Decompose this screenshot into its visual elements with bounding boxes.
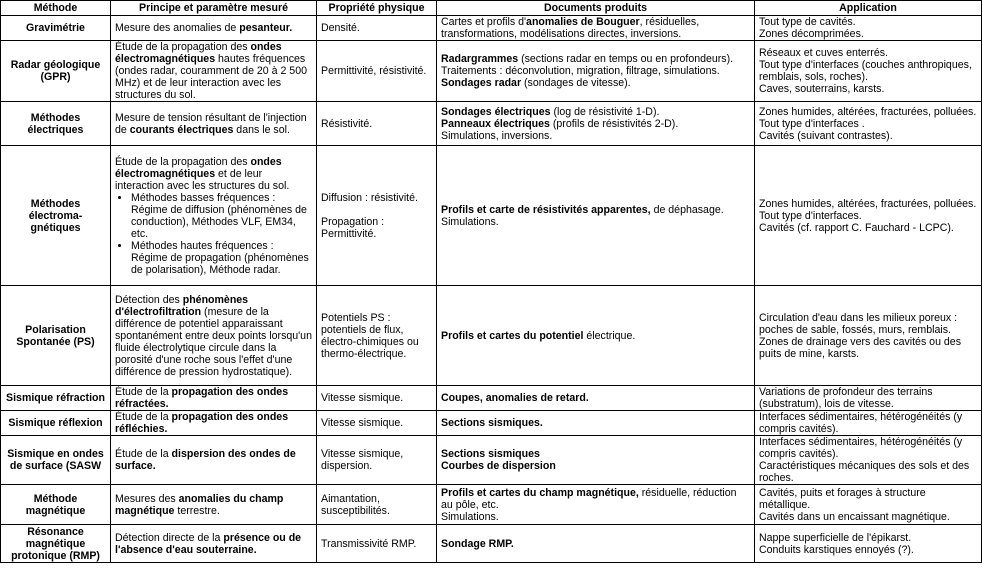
cell-application: Réseaux et cuves enterrés. Tout type d'interfaces (couches anthropiques, remblais, sols, roches). Caves, souterrains, karsts. (755, 41, 982, 102)
table-row (1, 102, 982, 146)
cell-methode: Méthodes électroma-gnétiques (1, 146, 111, 286)
cell-documents: Profils et cartes du champ magnétique, résiduelle, réduction au pôle, etc. Simulations. (437, 485, 755, 525)
cell-methode: Méthode magnétique (1, 485, 111, 525)
cell-propriete: Vitesse sismique, dispersion. (317, 436, 437, 485)
cell-principe: Mesure des anomalies de pesanteur. (111, 16, 317, 41)
cell-application: Tout type de cavités. Zones décomprimées. (755, 16, 982, 41)
principe-bullet-list (115, 192, 312, 276)
cell-application: Variations de profondeur des terrains (substratum), lois de vitesse. (755, 386, 982, 411)
cell-documents: Radargrammes (sections radar en temps ou en profondeurs). Traitements : déconvolution, migration, filtrage, simulations. Sondages radar (sondages de vitesse). (437, 41, 755, 102)
cell-propriete: Transmissivité RMP. (317, 525, 437, 563)
cell-methode: Méthodes électriques (1, 102, 111, 146)
list-item: • Méthodes basses fréquences : Régime de diffusion (phénomènes de conduction), Méthodes VLF, EM34, etc. (131, 192, 312, 240)
cell-methode: Radar géologique (GPR) (1, 41, 111, 102)
cell-propriete: Vitesse sismique. (317, 386, 437, 411)
table-row (1, 41, 982, 102)
table-row (1, 386, 982, 411)
cell-principe: Détection des phénomènes d'électrofiltration (mesure de la différence de potentiel apparaissant spontanément entre deux points lorsqu'un fluide électrolytique circule dans la porosité d'une roche sous l'effet d'une différence de pression hydrostatique). (111, 286, 317, 386)
header-documents: Documents produits (437, 1, 755, 16)
cell-application: Interfaces sédimentaires, hétérogénéités (y compris cavités). (755, 411, 982, 436)
cell-methode: Sismique réflexion (1, 411, 111, 436)
cell-principe: Étude de la propagation des ondes électromagnétiques et de leur interaction avec les structures du sol. • Méthodes basses fréquences : Régime de diffusion (phénomènes de conduction), Méthodes VLF, EM34, etc. • Méthodes hautes fréquences : Régime de propagation (phénomènes de polarisation), Méthode radar. (111, 146, 317, 286)
cell-propriete: Permittivité, résistivité. (317, 41, 437, 102)
cell-application: Nappe superficielle de l'épikarst. Conduits karstiques ennoyés (?). (755, 525, 982, 563)
cell-principe: Étude de la dispersion des ondes de surface. (111, 436, 317, 485)
cell-documents: Sections sismiques Courbes de dispersion (437, 436, 755, 485)
cell-propriete: Densité. (317, 16, 437, 41)
cell-methode: Gravimétrie (1, 16, 111, 41)
header-application: Application (755, 1, 982, 16)
table-body (1, 16, 982, 563)
cell-documents: Sondages électriques (log de résistivité 1-D). Panneaux électriques (profils de résistivités 2-D). Simulations, inversions. (437, 102, 755, 146)
cell-application: Circulation d'eau dans les milieux poreux : poches de sable, fossés, murs, remblais. Zones de drainage vers des cavités ou des puits de mine, karsts. (755, 286, 982, 386)
cell-principe: Mesure de tension résultant de l'injection de courants électriques dans le sol. (111, 102, 317, 146)
cell-propriete: Résistivité. (317, 102, 437, 146)
cell-documents: Cartes et profils d'anomalies de Bouguer, résiduelles, transformations, modélisations directes, inversions. (437, 16, 755, 41)
table-row (1, 525, 982, 563)
cell-principe: Détection directe de la présence ou de l'absence d'eau souterraine. (111, 525, 317, 563)
header-methode: Méthode (1, 1, 111, 16)
cell-documents: Sections sismiques. (437, 411, 755, 436)
cell-propriete: Diffusion : résistivité. Propagation : Permittivité. (317, 146, 437, 286)
table-row (1, 146, 982, 286)
cell-methode: Résonance magnétique protonique (RMP) (1, 525, 111, 563)
cell-documents: Profils et carte de résistivités apparentes, de déphasage. Simulations. (437, 146, 755, 286)
cell-application: Zones humides, altérées, fracturées, polluées. Tout type d'interfaces . Cavités (suivant contrastes). (755, 102, 982, 146)
cell-documents: Profils et cartes du potentiel électrique. (437, 286, 755, 386)
cell-principe: Mesures des anomalies du champ magnétique terrestre. (111, 485, 317, 525)
cell-application: Interfaces sédimentaires, hétérogénéités (y compris cavités). Caractéristiques mécaniques des sols et des roches. (755, 436, 982, 485)
cell-application: Zones humides, altérées, fracturées, polluées. Tout type d'interfaces. Cavités (cf. rapport C. Fauchard - LCPC). (755, 146, 982, 286)
table-row (1, 286, 982, 386)
table-row (1, 411, 982, 436)
header-propriete: Propriété physique (317, 1, 437, 16)
table-row (1, 16, 982, 41)
cell-methode: Sismique en ondes de surface (SASW (1, 436, 111, 485)
cell-methode: Polarisation Spontanée (PS) (1, 286, 111, 386)
cell-documents: Sondage RMP. (437, 525, 755, 563)
cell-propriete: Potentiels PS : potentiels de flux, électro-chimiques ou thermo-électrique. (317, 286, 437, 386)
cell-propriete: Vitesse sismique. (317, 411, 437, 436)
table-row (1, 485, 982, 525)
cell-principe: Étude de la propagation des ondes réfractées. (111, 386, 317, 411)
cell-propriete: Aimantation, susceptibilités. (317, 485, 437, 525)
table-row (1, 436, 982, 485)
header-row (1, 1, 982, 16)
header-principe: Principe et paramètre mesuré (111, 1, 317, 16)
cell-principe: Étude de la propagation des ondes électromagnétiques hautes fréquences (ondes radar, couramment de 20 à 2 500 MHz) et de leur interaction avec les structures du sol. (111, 41, 317, 102)
cell-principe: Étude de la propagation des ondes réfléchies. (111, 411, 317, 436)
cell-methode: Sismique réfraction (1, 386, 111, 411)
cell-application: Cavités, puits et forages à structure métallique. Cavités dans un encaissant magnétique. (755, 485, 982, 525)
cell-documents: Coupes, anomalies de retard. (437, 386, 755, 411)
list-item: • Méthodes hautes fréquences : Régime de propagation (phénomènes de polarisation), Méthode radar. (131, 240, 312, 276)
